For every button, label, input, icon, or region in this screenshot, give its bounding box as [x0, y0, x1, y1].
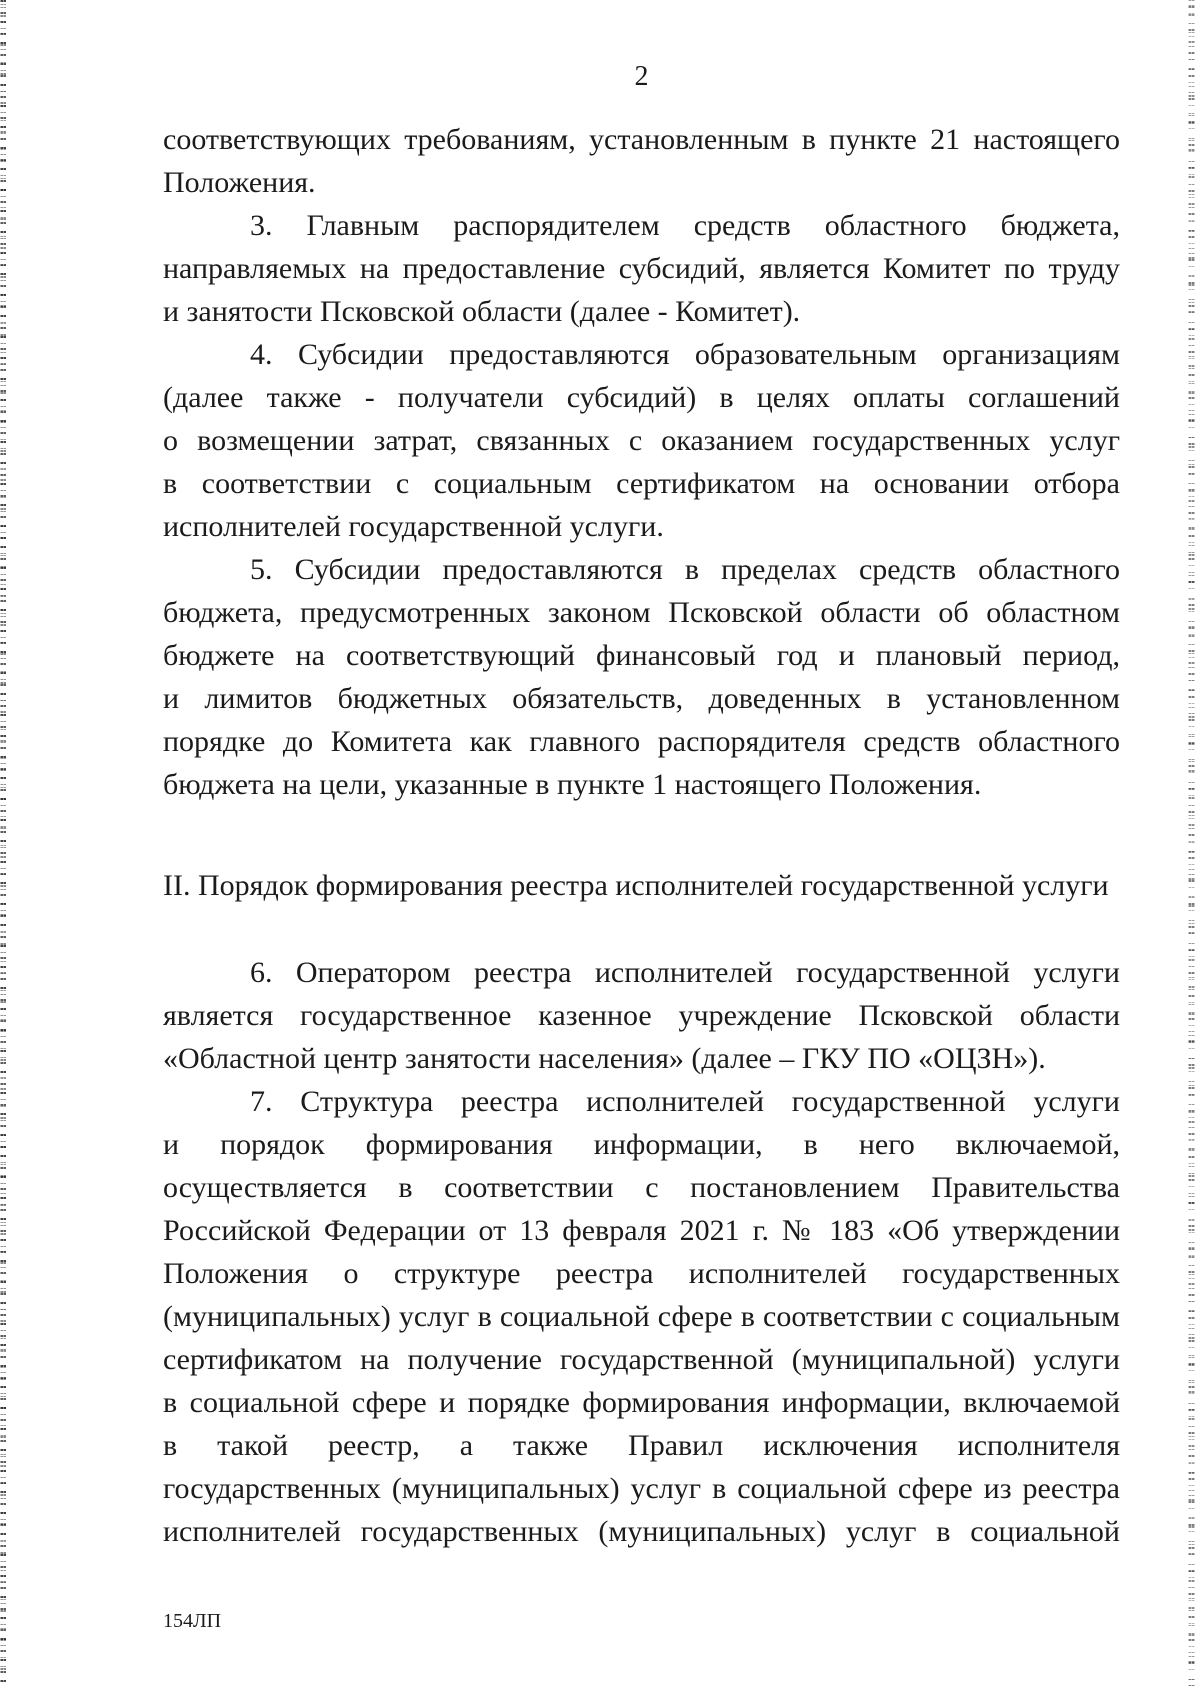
text-line: (далее также - получатели субсидий) в целях оплаты соглашений	[163, 381, 1120, 414]
text-line: осуществляется в соответствии с постановлением Правительства	[163, 1171, 1120, 1204]
text-line: о возмещении затрат, связанных с оказанием государственных услуг	[163, 424, 1120, 457]
text-line: бюджете на соответствующий финансовый год и плановый период,	[163, 639, 1120, 672]
text-line: бюджета, предусмотренных законом Псковской области об областном	[163, 596, 1120, 629]
text-line: «Областной центр занятости населения» (далее – ГКУ ПО «ОЦЗН»).	[163, 1042, 1046, 1075]
text-line: и лимитов бюджетных обязательств, доведенных в установленном	[163, 682, 1120, 715]
text-line: 4. Субсидии предоставляются образовательным организациям	[250, 338, 1120, 371]
text-line: (муниципальных) услуг в социальной сфере в соответствии с социальным	[163, 1300, 1120, 1333]
scan-edge-artifact-left	[0, 0, 6, 1686]
text-line: 3. Главным распорядителем средств областного бюджета,	[250, 209, 1120, 242]
text-line: бюджета на цели, указанные в пункте 1 настоящего Положения.	[163, 768, 982, 801]
document-body	[163, 118, 1120, 1553]
text-line: в такой реестр, а также Правил исключения исполнителя	[163, 1429, 1120, 1462]
line-gap	[163, 907, 1120, 951]
text-line: является государственное казенное учреждение Псковской области	[163, 999, 1120, 1032]
text-line: направляемых на предоставление субсидий, является Комитет по труду	[163, 252, 1120, 285]
text-line: в соответствии с социальным сертификатом на основании отбора	[163, 467, 1120, 500]
text-line: Положения о структуре реестра исполнителей государственных	[163, 1257, 1120, 1290]
text-line: государственных (муниципальных) услуг в социальной сфере из реестра	[163, 1472, 1120, 1505]
text-line: порядке до Комитета как главного распорядителя средств областного	[163, 725, 1120, 758]
page-number: 2	[634, 61, 649, 92]
text-line: сертификатом на получение государственной (муниципальной) услуги	[163, 1343, 1120, 1376]
line-gap	[163, 806, 1120, 864]
text-line: соответствующих требованиям, установленным в пункте 21 настоящего	[163, 123, 1120, 156]
scan-edge-artifact-right	[1188, 0, 1195, 1686]
text-line: 5. Субсидии предоставляются в пределах средств областного	[250, 553, 1120, 586]
text-line: и занятости Псковской области (далее - Комитет).	[163, 295, 801, 328]
footer-code: 154ЛП	[163, 1610, 222, 1632]
text-line: 6. Оператором реестра исполнителей государственной услуги	[250, 956, 1120, 989]
text-line: в социальной сфере и порядке формирования информации, включаемой	[163, 1386, 1120, 1419]
text-line: Российской Федерации от 13 февраля 2021 г. № 183 «Об утверждении	[163, 1214, 1120, 1247]
section-heading: II. Порядок формирования реестра исполнителей государственной услуги	[163, 869, 1109, 902]
text-line: Положения.	[163, 166, 316, 199]
text-line: исполнителей государственной услуги.	[163, 510, 664, 543]
text-line: и порядок формирования информации, в него включаемой,	[163, 1128, 1120, 1161]
text-line: 7. Структура реестра исполнителей государственной услуги	[250, 1085, 1120, 1118]
text-line: исполнителей государственных (муниципальных) услуг в социальной	[163, 1515, 1120, 1548]
